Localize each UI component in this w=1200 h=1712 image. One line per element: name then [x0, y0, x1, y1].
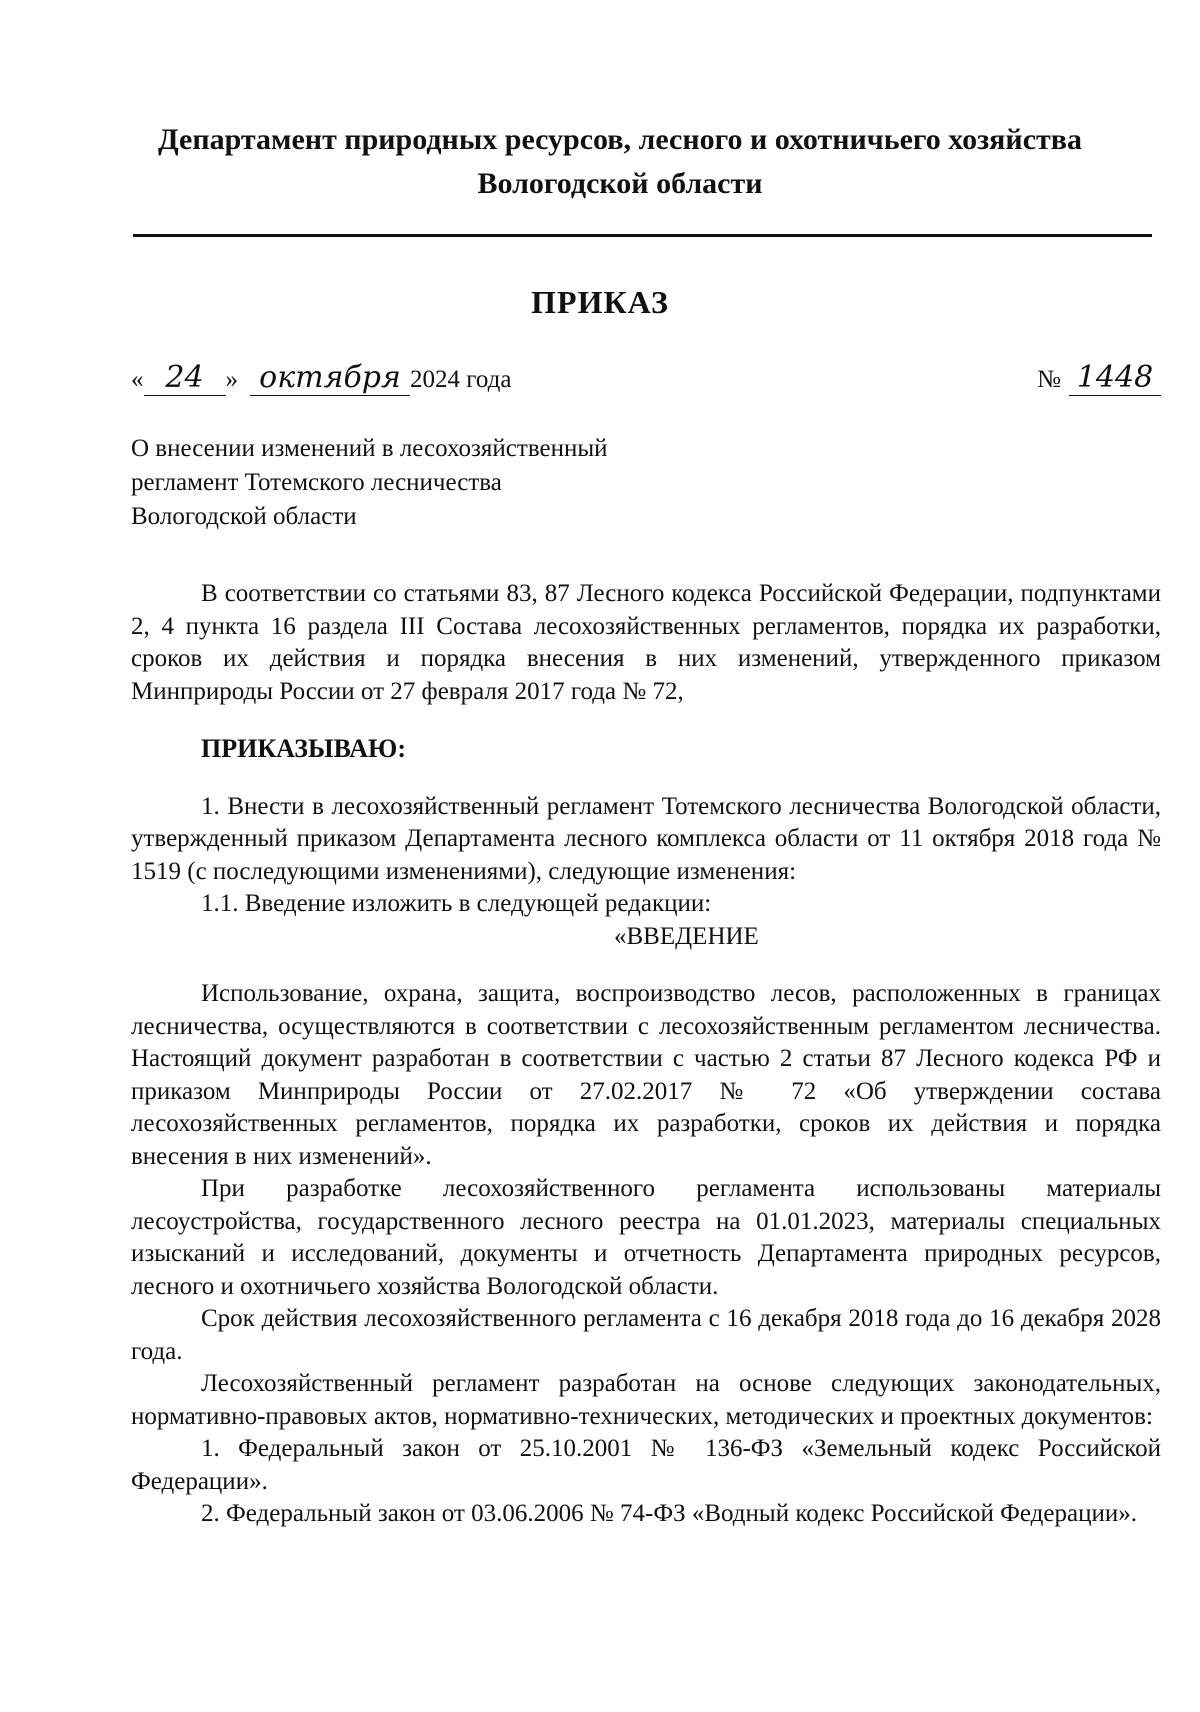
order-body: [131, 578, 1161, 1531]
preamble-paragraph: В соответствии со статьями 83, 87 Лесного кодекса Российской Федерации, подпунктами 2, 4 пункта 16 раздела III Состава лесохозяйственных регламентов, порядка их разработки, сроков их действия и порядка внесения в них изменений, утвержденного приказом Минприроды России от 27 февраля 2017 года № 72,: [131, 580, 1161, 705]
date-open-quote: «: [131, 366, 144, 393]
introduction-paragraph-4: Лесохозяйственный регламент разработан на основе следующих законодательных, нормативно-правовых актов, нормативно-технических, методических и проектных документов:: [131, 1370, 1161, 1430]
law-list-item-2: 2. Федеральный закон от 03.06.2006 № 74-ФЗ «Водный кодекс Российской Федерации».: [201, 1500, 1137, 1527]
item-1-paragraph: 1. Внести в лесохозяйственный регламент Тотемского лесничества Вологодской области, утвержденный приказом Департамента лесного комплекса области от 11 октября 2018 года № 1519 (с последующими изменениями), следующие изменения:: [131, 792, 1161, 885]
item-1-1-paragraph: 1.1. Введение изложить в следующей редакции:: [201, 890, 712, 917]
law-list-item-1: 1. Федеральный закон от 25.10.2001 № 136-ФЗ «Земельный кодекс Российской Федерации».: [131, 1435, 1161, 1495]
subject-line3: Вологодской области: [131, 503, 357, 530]
order-date: [131, 361, 511, 396]
department-name-line1: Департамент природных ресурсов, лесного и охотничьего хозяйства: [158, 123, 1082, 156]
date-year: 2024 года: [410, 366, 512, 393]
subject-line2: регламент Тотемского лесничества: [131, 469, 502, 496]
order-subject: [131, 432, 751, 534]
department-header: [100, 118, 1140, 206]
number-handwritten: 1448: [1069, 361, 1161, 396]
date-month-handwritten: октября: [250, 361, 410, 396]
introduction-heading: «ВВЕДЕНИЕ: [614, 922, 759, 950]
command-heading: ПРИКАЗЫВАЮ:: [201, 734, 406, 763]
document-title: ПРИКАЗ: [531, 284, 669, 320]
number-label: №: [1037, 366, 1061, 393]
date-close-quote: »: [225, 366, 238, 393]
introduction-paragraph-2: При разработке лесохозяйственного регламента использованы материалы лесоустройства, государственного лесного реестра на 01.01.2023, материалы специальных изысканий и исследований, документы и отчетность Департамента природных ресурсов, лесного и охотничьего хозяйства Вологодской области.: [131, 1175, 1161, 1300]
department-name-line2: Вологодской области: [477, 167, 763, 200]
order-number: [1037, 361, 1161, 396]
date-number-line: [131, 358, 1161, 398]
introduction-paragraph-1: Использование, охрана, защита, воспроизводство лесов, расположенных в границах лесничества, осуществляются в соответствии с лесохозяйственным регламентом лесничества. Настоящий документ разработан в соответствии с частью 2 статьи 87 Лесного кодекса РФ и приказом Минприроды России от 27.02.2017 № 72 «Об утверждении состава лесохозяйственных регламентов, порядка их разработки, сроков их действия и порядка внесения в них изменений».: [131, 980, 1161, 1170]
date-day-handwritten: 24: [144, 361, 226, 396]
subject-line1: О внесении изменений в лесохозяйственный: [131, 435, 608, 462]
introduction-paragraph-3: Срок действия лесохозяйственного регламента с 16 декабря 2018 года до 16 декабря 2028 года.: [131, 1305, 1161, 1365]
header-divider: [133, 234, 1152, 237]
